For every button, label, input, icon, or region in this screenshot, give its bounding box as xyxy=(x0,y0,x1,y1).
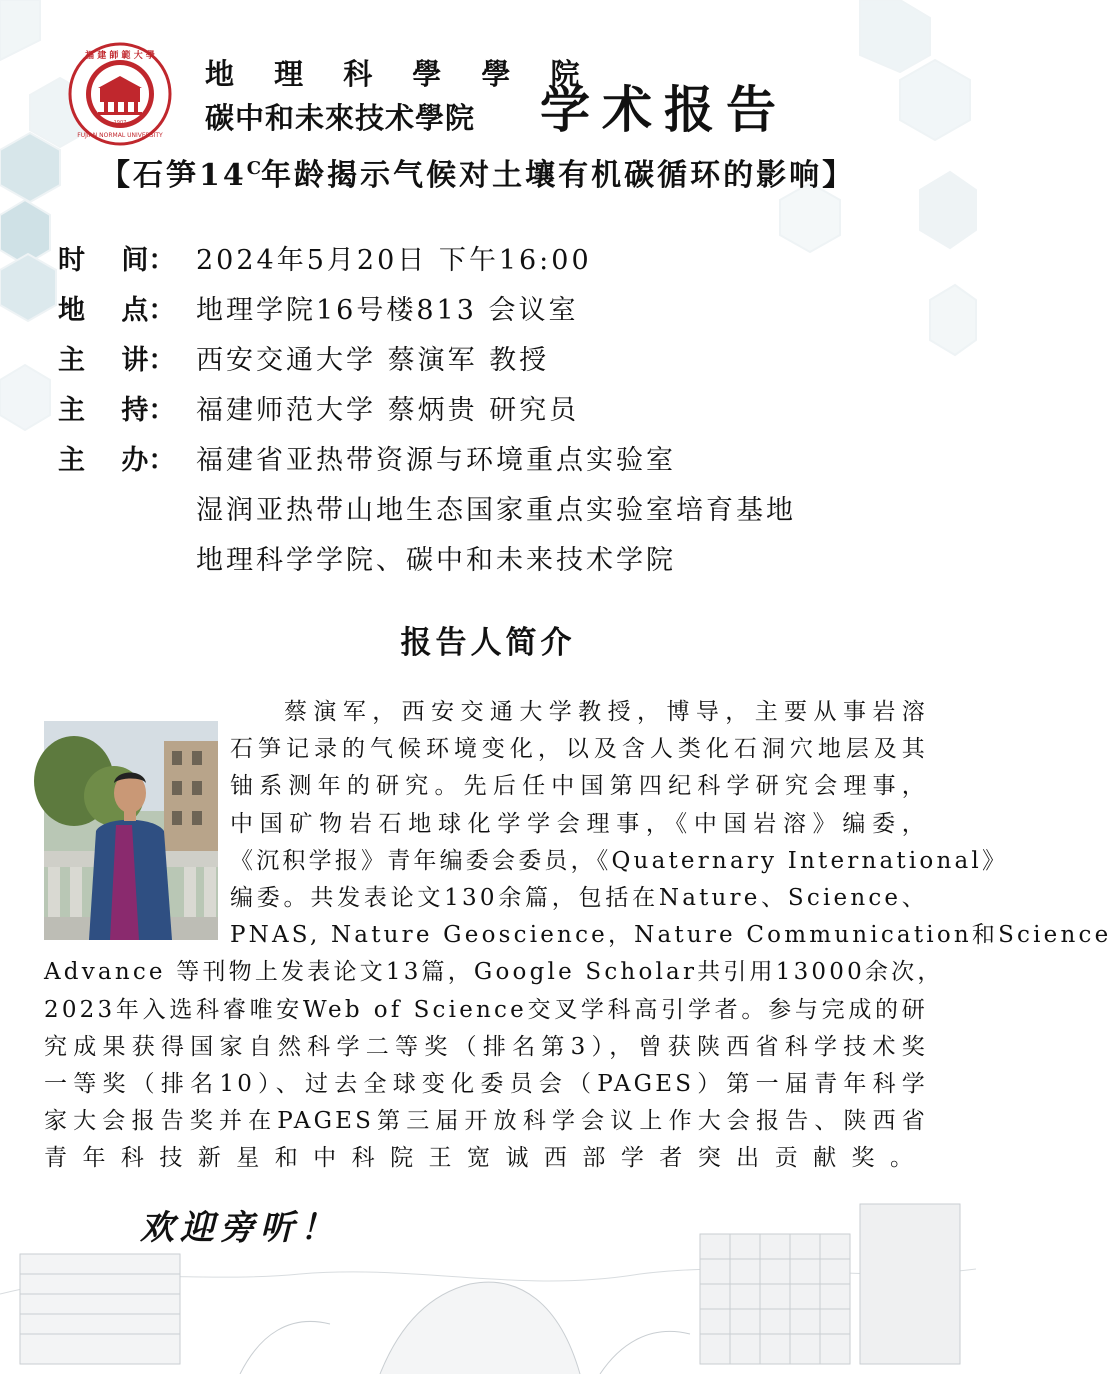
organizer-item: 地理科学学院、碳中和未来技术学院 xyxy=(196,545,676,576)
bio-line: 2023年入选科睿唯安Web of Science交叉学科高引学者。参与完成的研 xyxy=(44,996,928,1023)
bio-line: 中国矿物岩石地球化学学会理事，《中国岩溶》编委， xyxy=(230,810,928,837)
report-title-superscript: C xyxy=(246,158,262,179)
place-row xyxy=(58,288,796,338)
svg-text:福 建 師 範 大 學: 福 建 師 範 大 學 xyxy=(85,51,155,61)
host-label: 主 持： xyxy=(58,395,176,426)
report-title-prefix: 【石笋14 xyxy=(100,158,247,193)
host-value: 福建师范大学 蔡炳贵 研究员 xyxy=(196,395,580,426)
bio-line: 究成果获得国家自然科学二等奖（排名第3），曾获陕西省科学技术奖 xyxy=(44,1033,928,1060)
svg-text:1907: 1907 xyxy=(113,120,127,126)
page-title: 学术报告 xyxy=(540,80,788,139)
event-info xyxy=(58,238,796,588)
bio-line: PNAS, Nature Geoscience，Nature Communication和Science xyxy=(230,922,1111,949)
report-title-suffix: 年龄揭示气候对土壤有机碳循环的影响】 xyxy=(261,158,856,193)
time-label: 时 间： xyxy=(58,245,176,276)
bio-line: 铀系测年的研究。先后任中国第四纪科学研究会理事， xyxy=(230,773,928,800)
bio-line: 一等奖（排名10）、过去全球变化委员会（PAGES）第一届青年科学 xyxy=(44,1070,928,1097)
organizer-row xyxy=(58,438,796,588)
speaker-row xyxy=(58,338,796,388)
fujian-normal-university-seal-icon xyxy=(68,42,172,146)
organizer-label: 主 办： xyxy=(58,445,176,476)
school-name-carbon-neutral: 碳中和未來技术學院 xyxy=(205,101,476,135)
time-row xyxy=(58,238,796,288)
bio-text xyxy=(44,694,1111,1177)
organizer-item: 福建省亚热带资源与环境重点实验室 xyxy=(196,445,676,476)
bio-line: 编委。共发表论文130余篇，包括在Nature、Science、 xyxy=(230,884,928,911)
school-name-geography: 地 理 科 學 學 院 xyxy=(205,57,595,91)
place-label: 地 点： xyxy=(58,295,176,326)
organizer-list xyxy=(196,438,796,588)
host-row xyxy=(58,388,796,438)
bio-line: Advance 等刊物上发表论文13篇，Google Scholar共引用13000余次， xyxy=(44,959,944,986)
bio-line: 青年科技新星和中科院王宽诚西部学者突出贡献奖。 xyxy=(44,1145,928,1172)
bio-line: 家大会报告奖并在PAGES第三届开放科学会议上作大会报告、陕西省 xyxy=(44,1108,928,1135)
place-value: 地理学院16号楼813 会议室 xyxy=(196,295,579,326)
speaker-label: 主 讲： xyxy=(58,345,176,376)
bio-line: 蔡演军，西安交通大学教授，博导，主要从事岩溶 xyxy=(284,699,928,725)
speaker-value: 西安交通大学 蔡演军 教授 xyxy=(196,345,550,376)
organizer-item: 湿润亚热带山地生态国家重点实验室培育基地 xyxy=(196,495,796,526)
bio-heading: 报告人简介 xyxy=(400,625,576,661)
university-logo xyxy=(68,42,172,146)
bio-line: 《沉积学报》青年编委会委员，《Quaternary International》 xyxy=(230,847,1009,874)
bio-line: 石笋记录的气候环境变化，以及含人类化石洞穴地层及其 xyxy=(230,736,928,763)
svg-text:FUJIAN NORMAL UNIVERSITY: FUJIAN NORMAL UNIVERSITY xyxy=(77,132,163,139)
school-names xyxy=(205,52,594,140)
time-value: 2024年5月20日 下午16:00 xyxy=(196,245,592,276)
welcome-text: 欢迎旁听！ xyxy=(140,1208,340,1248)
report-title xyxy=(100,150,880,194)
